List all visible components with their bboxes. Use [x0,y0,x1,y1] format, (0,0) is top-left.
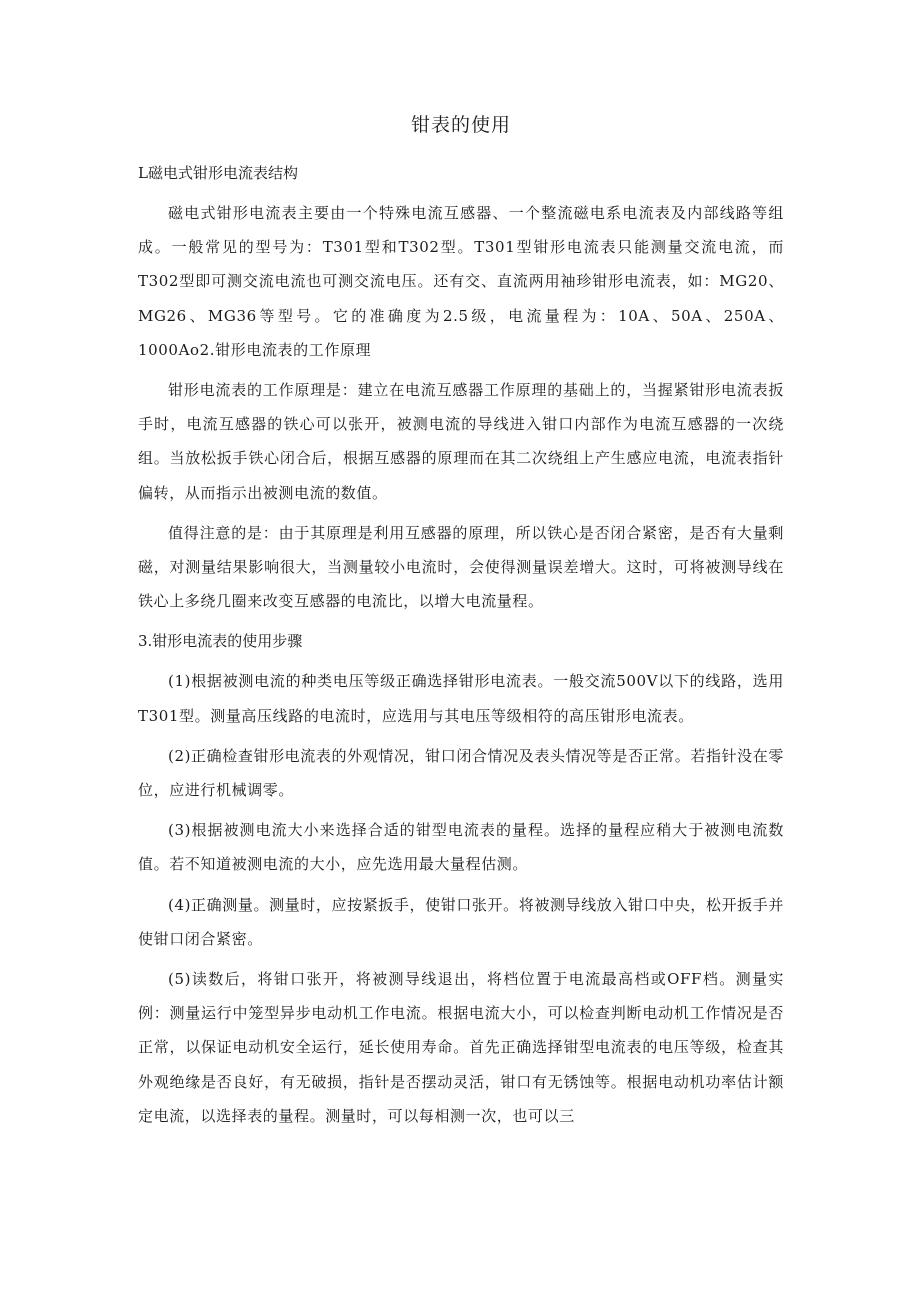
document-page [138,110,784,1133]
paragraph-principle: 钳形电流表的工作原理是：建立在电流互感器工作原理的基础上的，当握紧钳形电流表扳手时，电流互感器的铁心可以张开，被测电流的导线进入钳口内部作为电流互感器的一次绕组。当放松扳手铁心闭合后，根据互感器的原理而在其二次绕组上产生感应电流，电流表指针偏转，从而指示出被测电流的数值。 [138,381,784,502]
step-5: (5)读数后，将钳口张开，将被测导线退出，将档位置于电流最高档或OFF档。测量实例：测量运行中笼型异步电动机工作电流。根据电流大小，可以检查判断电动机工作情况是否正常，以保证电动机安全运行，延长使用寿命。首先正确选择钳型电流表的电压等级，检查其外观绝缘是否良好，有无破损，指针是否摆动灵活，钳口有无锈蚀等。根据电动机功率估计额定电流，以选择表的量程。测量时，可以每相测一次，也可以三 [138,970,784,1125]
paragraph-structure: 磁电式钳形电流表主要由一个特殊电流互感器、一个整流磁电系电流表及内部线路等组成。一般常见的型号为：T301型和T302型。T301型钳形电流表只能测量交流电流，而T302型即可测交流电流也可测交流电压。还有交、直流两用袖珍钳形电流表，如：MG20、MG26、MG36等型号。它的准确度为2.5级，电流量程为：10A、50A、250A、1000Ao2.钳形电流表的工作原理 [138,204,784,359]
paragraph-note: 值得注意的是：由于其原理是利用互感器的原理，所以铁心是否闭合紧密，是否有大量剩磁，对测量结果影响很大，当测量较小电流时，会使得测量误差增大。这时，可将被测导线在铁心上多绕几圈来改变互感器的电流比，以增大电流量程。 [138,523,784,611]
section-heading-steps: 3.钳形电流表的使用步骤 [138,632,303,651]
page-title: 钳表的使用 [410,114,511,136]
step-2: (2)正确检查钳形电流表的外观情况，钳口闭合情况及表头情况等是否正常。若指针没在零位，应进行机械调零。 [138,746,784,800]
step-4: (4)正确测量。测量时，应按紧扳手，使钳口张开。将被测导线放入钳口中央，松开扳手并使钳口闭合紧密。 [138,895,784,948]
section-heading-structure: L磁电式钳形电流表结构 [138,164,298,182]
step-3: (3)根据被测电流大小来选择合适的钳型电流表的量程。选择的量程应稍大于被测电流数值。若不知道被测电流的大小，应先选用最大量程估测。 [138,821,784,874]
step-1: (1)根据被测电流的种类电压等级正确选择钳形电流表。一般交流500V以下的线路，选用T301型。测量高压线路的电流时，应选用与其电压等级相符的高压钳形电流表。 [138,672,784,725]
